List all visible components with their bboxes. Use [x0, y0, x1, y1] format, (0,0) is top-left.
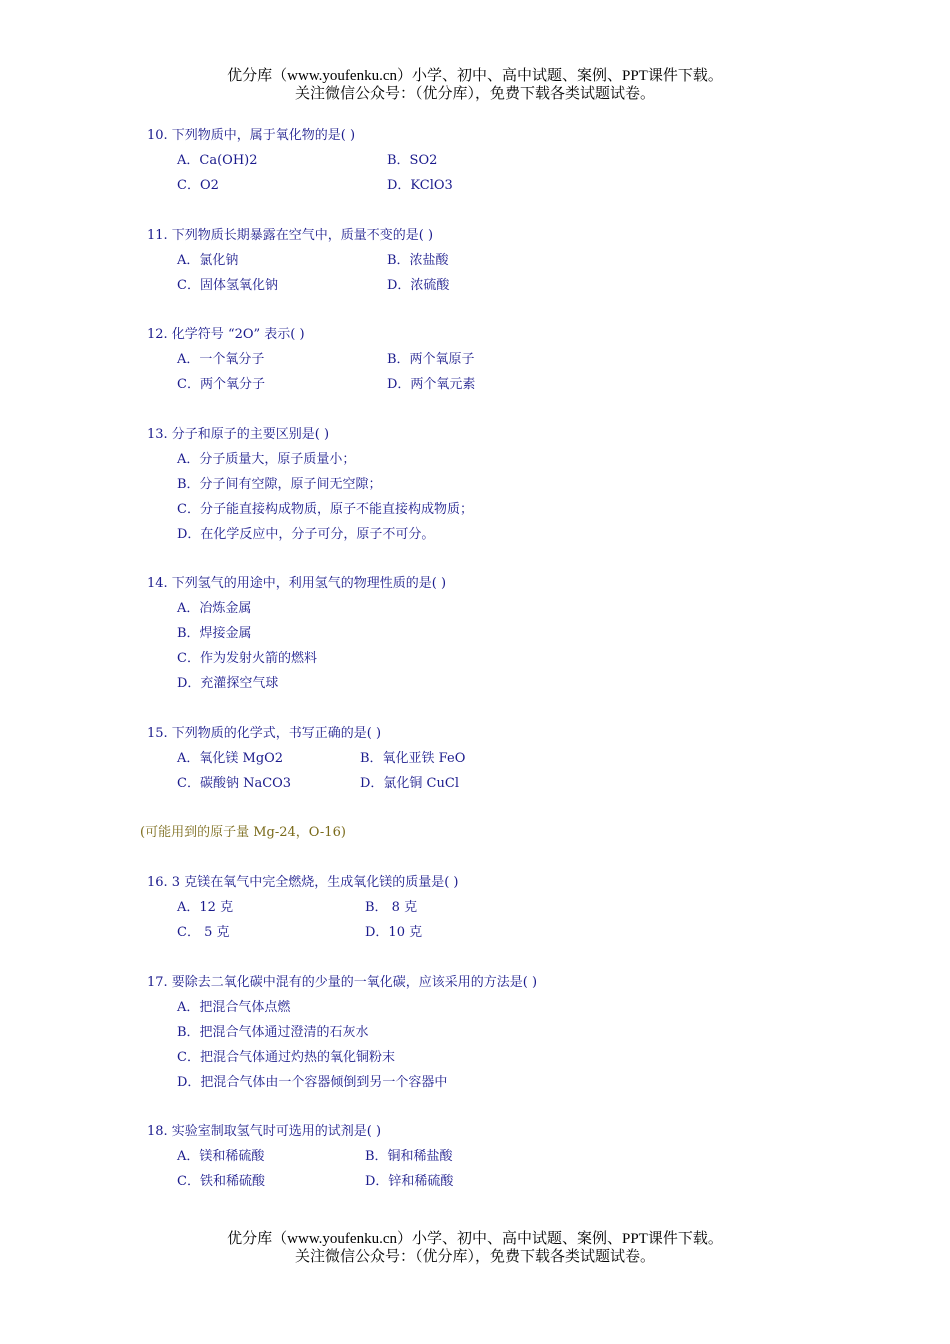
option-c: C．作为发射火箭的燃料 [177, 651, 317, 666]
option-b: B．浓盐酸 [387, 253, 449, 268]
option-d: D．氯化铜 CuCl [360, 776, 459, 791]
question-stem: 13. 分子和原子的主要区别是( ) [147, 427, 330, 442]
question-stem: 17. 要除去二氧化碳中混有的少量的一氧化碳，应该采用的方法是( ) [147, 975, 538, 990]
option-b: B．两个氧原子 [387, 352, 475, 367]
question-stem: 12. 化学符号 “2O” 表示( ) [147, 327, 305, 342]
option-c: C．分子能直接构成物质，原子不能直接构成物质； [177, 502, 473, 517]
option-d: D．把混合气体由一个容器倾倒到另一个容器中 [177, 1075, 448, 1090]
option-a: A．冶炼金属 [177, 601, 252, 616]
question-stem: 11. 下列物质长期暴露在空气中，质量不变的是( ) [147, 228, 434, 243]
question-stem: 15. 下列物质的化学式，书写正确的是( ) [147, 726, 382, 741]
option-b: B．分子间有空隙，原子间无空隙； [177, 477, 382, 492]
option-c: C．O2 [177, 178, 219, 193]
option-c: C．碳酸钠 NaCO3 [177, 776, 292, 791]
question-stem: 18. 实验室制取氢气时可选用的试剂是( ) [147, 1124, 382, 1139]
option-a: A．氯化钠 [177, 253, 239, 268]
option-a: A．Ca(OH)2 [177, 153, 258, 168]
option-b: B． 8 克 [365, 900, 418, 915]
atomic-mass-note: (可能用到的原子量 Mg-24，O-16) [140, 825, 346, 840]
footer-line-1: 优分库（www.youfenku.cn）小学、初中、高中试题、案例、PPT课件下载。 [227, 1231, 723, 1247]
option-c: C．把混合气体通过灼热的氧化铜粉末 [177, 1050, 395, 1065]
option-c: C．两个氧分子 [177, 377, 265, 392]
option-d: D．浓硫酸 [387, 278, 450, 293]
option-c: C．铁和稀硫酸 [177, 1174, 265, 1189]
option-b: B．铜和稀盐酸 [365, 1149, 453, 1164]
header-line-2: 关注微信公众号：（优分库），免费下载各类试题试卷。 [294, 86, 655, 102]
option-a: A．分子质量大，原子质量小； [177, 452, 356, 467]
option-d: D．10 克 [365, 925, 423, 940]
option-b: B．SO2 [387, 153, 438, 168]
question-stem: 10. 下列物质中，属于氧化物的是( ) [147, 128, 356, 143]
option-a: A．12 克 [177, 900, 234, 915]
question-stem: 16. 3 克镁在氧气中完全燃烧，生成氧化镁的质量是( ) [147, 875, 459, 890]
option-c: C．固体氢氧化钠 [177, 278, 278, 293]
page-header [0, 67, 950, 103]
option-b: B．焊接金属 [177, 626, 252, 641]
option-a: A．氧化镁 MgO2 [177, 751, 284, 766]
header-line-1: 优分库（www.youfenku.cn）小学、初中、高中试题、案例、PPT课件下载。 [227, 68, 723, 84]
option-d: D．锌和稀硫酸 [365, 1174, 454, 1189]
question-stem: 14. 下列氢气的用途中，利用氢气的物理性质的是( ) [147, 576, 447, 591]
option-a: A．一个氧分子 [177, 352, 265, 367]
option-b: B．氧化亚铁 FeO [360, 751, 466, 766]
option-d: D．两个氧元素 [387, 377, 476, 392]
option-d: D．KClO3 [387, 178, 453, 193]
option-b: B．把混合气体通过澄清的石灰水 [177, 1025, 369, 1040]
option-c: C． 5 克 [177, 925, 230, 940]
option-a: A．把混合气体点燃 [177, 1000, 291, 1015]
page-footer [0, 1230, 950, 1266]
option-d: D．充灌探空气球 [177, 676, 279, 691]
option-a: A．镁和稀硫酸 [177, 1149, 265, 1164]
footer-line-2: 关注微信公众号：（优分库），免费下载各类试题试卷。 [294, 1249, 655, 1265]
option-d: D．在化学反应中，分子可分，原子不可分。 [177, 527, 435, 542]
